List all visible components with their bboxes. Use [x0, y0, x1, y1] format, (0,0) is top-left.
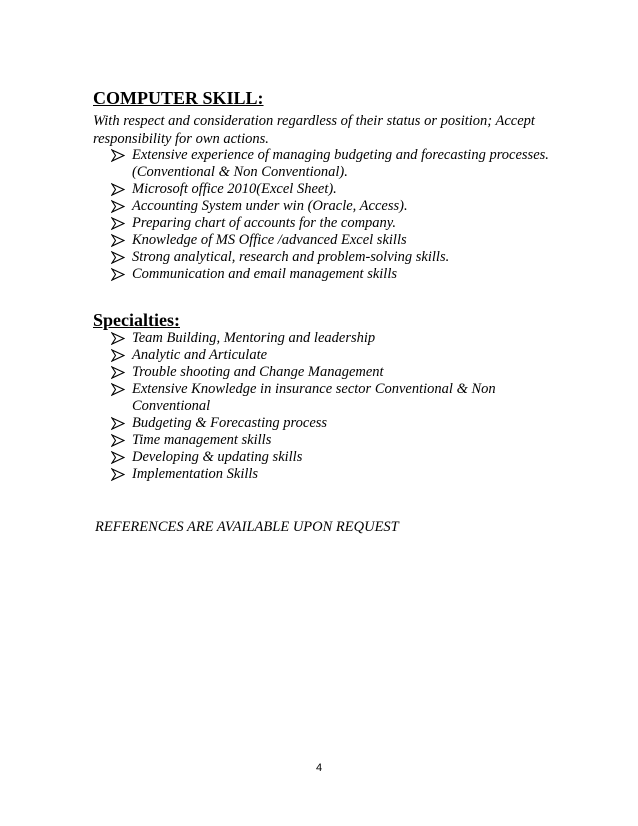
arrowhead-bullet-icon	[111, 449, 125, 466]
list-item-text: Strong analytical, research and problem-solving skills.	[132, 249, 450, 265]
list-item	[111, 181, 571, 198]
computer-skill-heading: COMPUTER SKILL:	[93, 88, 264, 108]
list-item-text: Analytic and Articulate	[132, 347, 268, 363]
list-item	[111, 466, 571, 483]
list-item	[111, 215, 571, 232]
page-number: 4	[315, 762, 323, 774]
list-item-text: Time management skills	[132, 432, 272, 448]
list-item	[111, 232, 571, 249]
computer-skill-list	[111, 147, 571, 283]
arrowhead-bullet-icon	[111, 466, 125, 483]
specialties-heading: Specialties:	[93, 310, 180, 330]
list-item	[111, 198, 571, 215]
arrowhead-bullet-icon	[111, 181, 125, 198]
list-item-text: Team Building, Mentoring and leadership	[132, 330, 376, 346]
list-item	[111, 330, 571, 347]
list-item-text: Extensive experience of managing budgeting and forecasting processes. (Conventional & Non Conventional).	[132, 147, 549, 180]
list-item-text: Trouble shooting and Change Management	[132, 364, 384, 380]
list-item-text: Microsoft office 2010(Excel Sheet).	[132, 181, 337, 197]
list-item-text: Communication and email management skills	[132, 266, 398, 282]
arrowhead-bullet-icon	[111, 198, 125, 215]
references-note: REFERENCES ARE AVAILABLE UPON REQUEST	[95, 519, 399, 535]
list-item-text: Implementation Skills	[132, 466, 259, 482]
arrowhead-bullet-icon	[111, 364, 125, 381]
list-item	[111, 147, 571, 181]
list-item	[111, 347, 571, 364]
list-item-text: Budgeting & Forecasting process	[132, 415, 328, 431]
computer-skill-intro: With respect and consideration regardless of their status or position; Accept responsibility for own actions.	[93, 113, 535, 147]
list-item-text: Developing & updating skills	[132, 449, 303, 465]
arrowhead-bullet-icon	[111, 381, 125, 398]
list-item	[111, 381, 571, 415]
arrowhead-bullet-icon	[111, 330, 125, 347]
specialties-list	[111, 330, 571, 483]
list-item	[111, 415, 571, 432]
arrowhead-bullet-icon	[111, 266, 125, 283]
list-item	[111, 266, 571, 283]
list-item-text: Knowledge of MS Office /advanced Excel skills	[132, 232, 407, 248]
arrowhead-bullet-icon	[111, 147, 125, 164]
arrowhead-bullet-icon	[111, 347, 125, 364]
list-item-text: Preparing chart of accounts for the company.	[132, 215, 397, 231]
arrowhead-bullet-icon	[111, 415, 125, 432]
list-item	[111, 449, 571, 466]
list-item	[111, 432, 571, 449]
arrowhead-bullet-icon	[111, 249, 125, 266]
list-item	[111, 249, 571, 266]
list-item	[111, 364, 571, 381]
list-item-text: Accounting System under win (Oracle, Access).	[132, 198, 408, 214]
arrowhead-bullet-icon	[111, 215, 125, 232]
arrowhead-bullet-icon	[111, 232, 125, 249]
arrowhead-bullet-icon	[111, 432, 125, 449]
list-item-text: Extensive Knowledge in insurance sector Conventional & Non Conventional	[132, 381, 496, 414]
